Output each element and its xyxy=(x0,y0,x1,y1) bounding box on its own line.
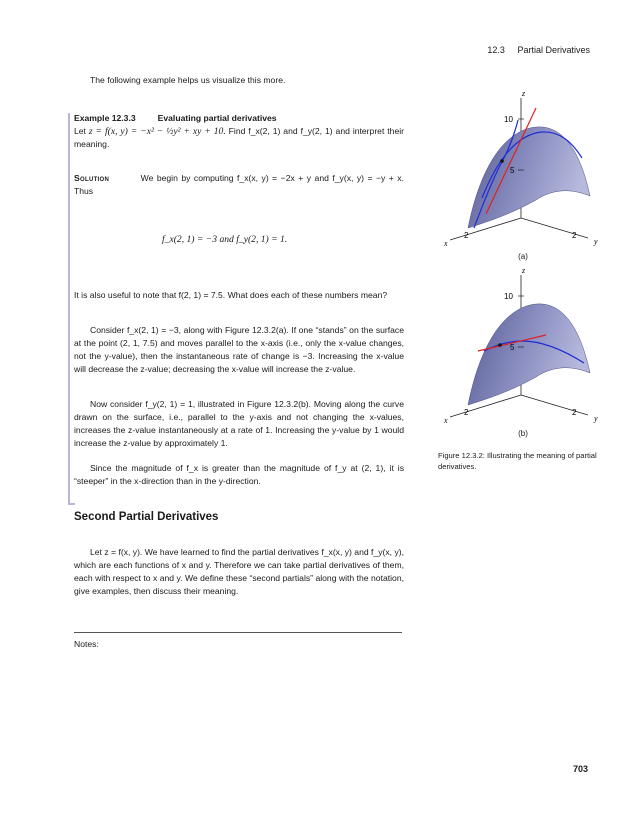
solution-label: Solution xyxy=(74,173,110,183)
axis-label-z: z xyxy=(522,89,526,98)
axis-label-y: y xyxy=(594,414,598,423)
panel-a-label: (a) xyxy=(518,252,528,261)
display-equation: f_x(2, 1) = −3 and f_y(2, 1) = 1. xyxy=(162,234,288,245)
tick-label-y-2: 2 xyxy=(572,231,577,240)
paragraph-fy-meaning: Now consider f_y(2, 1) = 1, illustrated in Figure 12.3.2(b). Moving along the curve drawn on the surface, i.e., parallel to the y-axis and not changing the x-values, increases the z-value instantaneously at a rate of 1. Increasing the y-value by 1 would increase the z-value by approximately 1. xyxy=(74,399,404,448)
y-axis xyxy=(521,395,588,415)
tick-label-x-2: 2 xyxy=(464,231,469,240)
notes-divider xyxy=(74,632,402,633)
running-head xyxy=(477,44,590,57)
surface-plot-b xyxy=(438,265,608,427)
running-head-section: 12.3 xyxy=(487,45,505,55)
intro-paragraph: The following example helps us visualize this more. xyxy=(90,75,286,85)
axis-label-x: x xyxy=(444,239,448,248)
tick-label-10: 10 xyxy=(504,292,513,301)
tick-label-10: 10 xyxy=(504,115,513,124)
paragraph-steepness: Since the magnitude of f_x is greater than the magnitude of f_y at (2, 1), it is “steeper” in the x-direction than in the y-direction. xyxy=(74,463,404,486)
example-margin-foot xyxy=(68,503,75,505)
page-number: 703 xyxy=(572,764,588,774)
paragraph-f-value: It is also useful to note that f(2, 1) = 7.5. What does each of these numbers mean? xyxy=(74,290,388,300)
y-axis xyxy=(521,218,588,238)
section-heading: Second Partial Derivatives xyxy=(74,511,219,523)
solution-text: We begin by computing f_x(x, y) = −2x + y and f_y(x, y) = −y + x. Thus xyxy=(74,173,404,196)
axis-label-z: z xyxy=(522,266,526,275)
figure-panel-a xyxy=(438,88,608,261)
figure-panel-b xyxy=(438,265,608,443)
example-statement xyxy=(74,125,404,151)
tick-label-5: 5 xyxy=(510,343,515,352)
tick-label-y-2: 2 xyxy=(572,408,577,417)
point-2-1-7.5 xyxy=(498,343,502,347)
solution-paragraph xyxy=(74,172,404,198)
running-head-title: Partial Derivatives xyxy=(517,45,590,55)
axis-label-x: x xyxy=(444,416,448,425)
point-2-1-7.5 xyxy=(500,159,504,163)
surface-plot-a xyxy=(438,88,608,250)
paragraph-fx-meaning: Consider f_x(2, 1) = −3, along with Figure 12.3.2(a). If one “stands” on the surface at the point (2, 1, 7.5) and moves parallel to the x-axis (i.e., only the x-value changes, not the y-value), then the instantaneous rate of change is −3. Increasing the x-value will decrease the z-value; decreasing the x-value will increase the z-value. xyxy=(74,325,404,374)
panel-b-label: (b) xyxy=(518,429,528,438)
tick-label-5: 5 xyxy=(510,166,515,175)
paraboloid-surface xyxy=(468,304,590,405)
figure-caption: Figure 12.3.2: Illustrating the meaning of partial derivatives. xyxy=(438,451,597,471)
statement-prefix: Let xyxy=(74,126,89,136)
axis-label-y: y xyxy=(594,237,598,246)
statement-function: z = f(x, y) = −x² − ½y² + xy + 10. xyxy=(88,126,226,137)
example-number: Example 12.3.3 xyxy=(74,113,136,123)
example-margin-bar xyxy=(68,113,70,505)
example-title: Evaluating partial derivatives xyxy=(157,113,277,123)
notes-label: Notes: xyxy=(74,639,99,649)
section-body: Let z = f(x, y). We have learned to find the partial derivatives f_x(x, y) and f_y(x, y), which are each functions of x and y. Therefore we can take partial derivatives of them, each with respect to x and y. We define these “second partials” along with the notation, give examples, then discuss their meaning. xyxy=(74,547,404,596)
tick-label-x-2: 2 xyxy=(464,408,469,417)
example-heading xyxy=(74,112,404,125)
statement-suffix: Find f_x(2, 1) and f_y(2, 1) and interpret their meaning. xyxy=(74,126,404,149)
